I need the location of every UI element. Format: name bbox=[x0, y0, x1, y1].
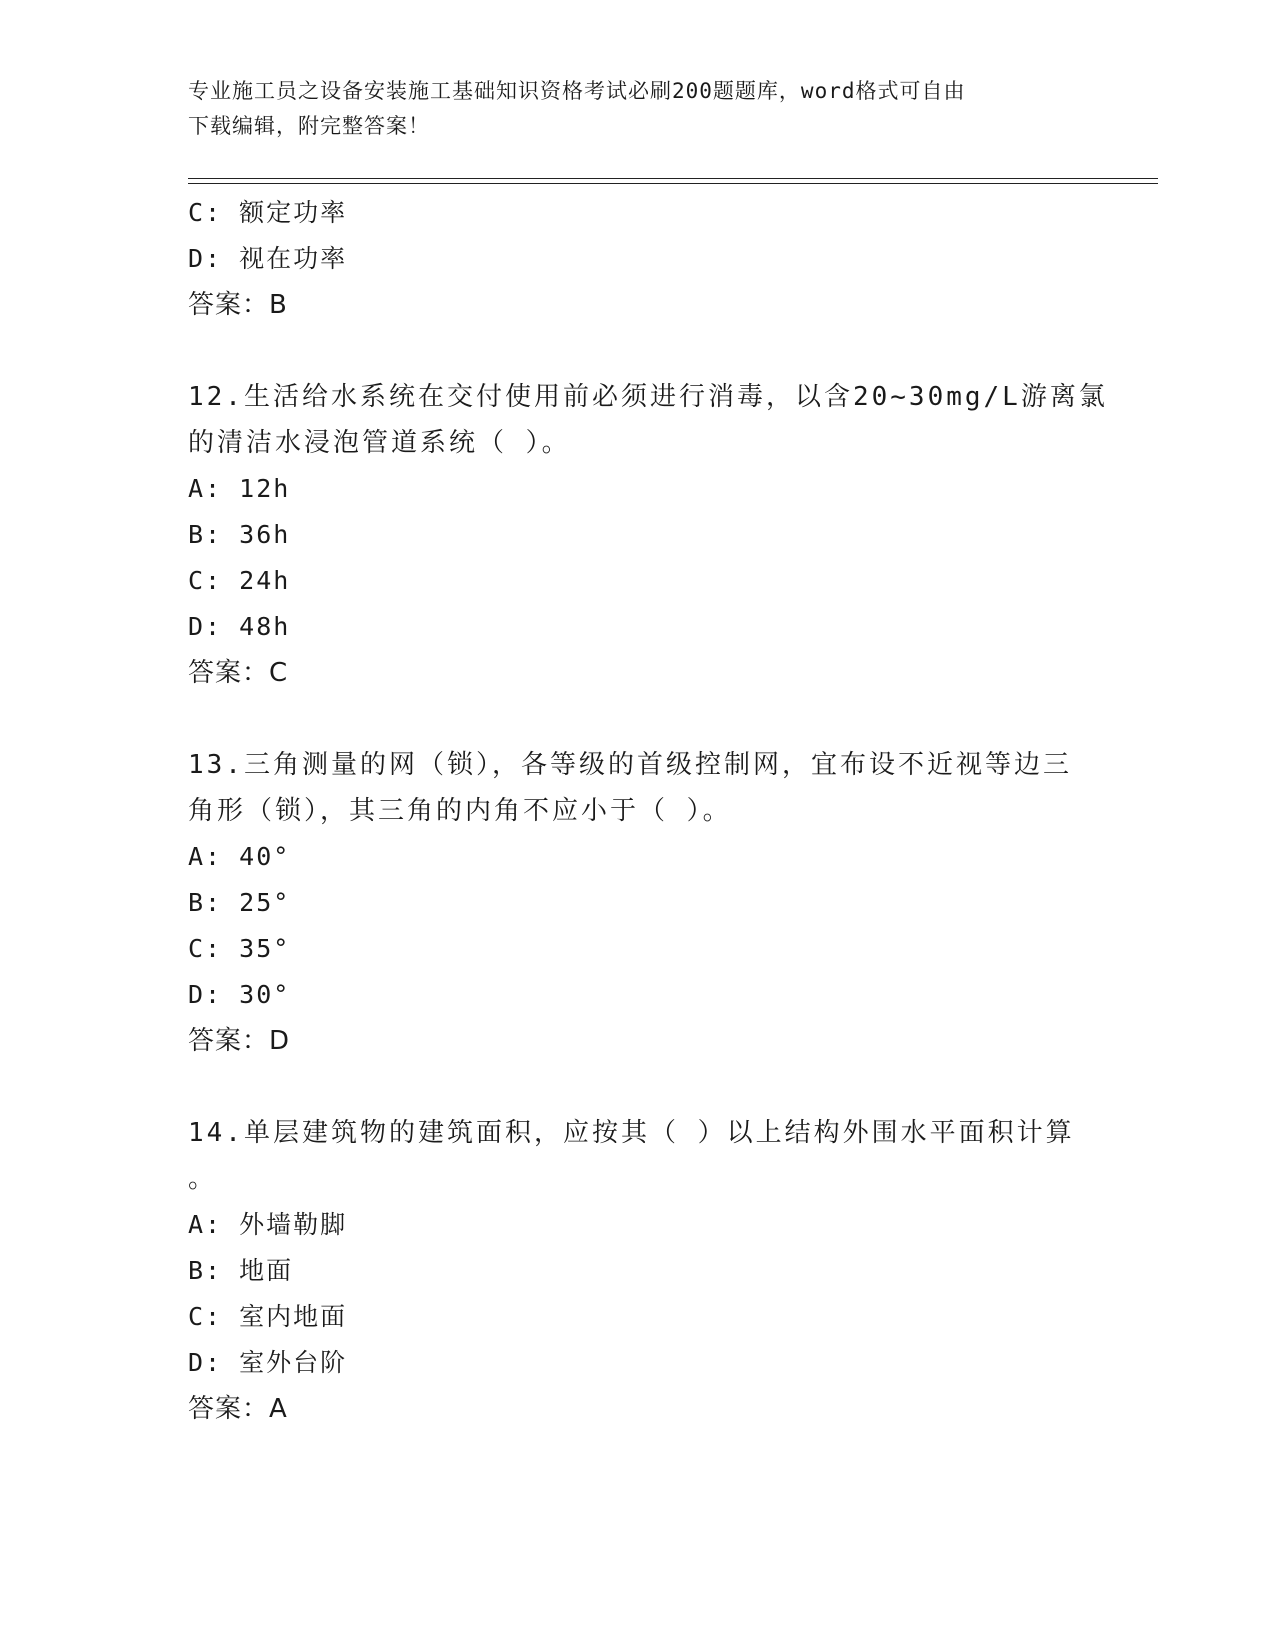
option-c bbox=[188, 190, 1088, 236]
option-d bbox=[188, 236, 1088, 282]
header-divider-bottom bbox=[188, 183, 1158, 184]
option-c bbox=[188, 558, 1088, 604]
answer-line: 答案：D bbox=[188, 1026, 291, 1056]
question-11-continuation bbox=[188, 190, 1088, 328]
question-line: 14.单层建筑物的建筑面积，应按其（ ）以上结构外围水平面积计算 bbox=[188, 1118, 1075, 1148]
option-text: 48h bbox=[239, 612, 291, 641]
question-line: 角形（锁），其三角的内角不应小于（ ）。 bbox=[188, 796, 732, 826]
option-text: 12h bbox=[239, 474, 291, 503]
question-text bbox=[188, 1110, 1078, 1202]
option-key: B: bbox=[188, 520, 223, 549]
option-text: 室外台阶 bbox=[239, 1348, 348, 1377]
option-text: 35° bbox=[239, 934, 291, 963]
option-key: C: bbox=[188, 566, 223, 595]
option-key: A: bbox=[188, 842, 223, 871]
question-line: 。 bbox=[188, 1164, 218, 1194]
option-d bbox=[188, 972, 1088, 1018]
document-body bbox=[188, 190, 1108, 1432]
option-a bbox=[188, 834, 1088, 880]
option-b bbox=[188, 512, 1088, 558]
option-key: C: bbox=[188, 934, 223, 963]
option-text: 25° bbox=[239, 888, 291, 917]
option-key: C: bbox=[188, 1302, 223, 1331]
header-line-1: 专业施工员之设备安装施工基础知识资格考试必刷200题题库，word格式可自由 bbox=[188, 79, 966, 103]
question-line: 12.生活给水系统在交付使用前必须进行消毒，以含20~30mg/L游离氯 bbox=[188, 382, 1108, 412]
option-text: 室内地面 bbox=[239, 1302, 348, 1331]
answer-line: 答案：C bbox=[188, 658, 289, 688]
question-line: 13.三角测量的网（锁），各等级的首级控制网，宜布设不近视等边三 bbox=[188, 750, 1072, 780]
option-key: A: bbox=[188, 474, 223, 503]
question-text bbox=[188, 374, 1108, 466]
spacer bbox=[188, 1064, 1088, 1110]
option-key: B: bbox=[188, 1256, 223, 1285]
option-text: 40° bbox=[239, 842, 291, 871]
header-line-2: 下载编辑，附完整答案！ bbox=[188, 114, 430, 138]
option-text: 30° bbox=[239, 980, 291, 1009]
option-d bbox=[188, 604, 1088, 650]
answer-line: 答案：B bbox=[188, 290, 288, 320]
question-14 bbox=[188, 1110, 1088, 1432]
option-text: 地面 bbox=[239, 1256, 294, 1285]
question-13 bbox=[188, 742, 1088, 1064]
option-key: D: bbox=[188, 244, 223, 273]
option-b bbox=[188, 880, 1088, 926]
spacer bbox=[188, 696, 1088, 742]
option-a bbox=[188, 466, 1088, 512]
option-key: A: bbox=[188, 1210, 223, 1239]
document-header bbox=[188, 74, 1068, 144]
spacer bbox=[188, 328, 1088, 374]
option-b bbox=[188, 1248, 1088, 1294]
option-d bbox=[188, 1340, 1088, 1386]
option-key: D: bbox=[188, 1348, 223, 1377]
option-text: 36h bbox=[239, 520, 291, 549]
option-a bbox=[188, 1202, 1088, 1248]
option-c bbox=[188, 926, 1088, 972]
option-text: 视在功率 bbox=[239, 244, 348, 273]
question-text bbox=[188, 742, 1078, 834]
answer-line: 答案：A bbox=[188, 1394, 288, 1424]
header-divider-top bbox=[188, 178, 1158, 179]
question-12 bbox=[188, 374, 1108, 696]
option-key: D: bbox=[188, 612, 223, 641]
option-text: 额定功率 bbox=[239, 198, 348, 227]
question-line: 的清洁水浸泡管道系统（ ）。 bbox=[188, 428, 571, 458]
option-text: 24h bbox=[239, 566, 291, 595]
option-c bbox=[188, 1294, 1088, 1340]
option-text: 外墙勒脚 bbox=[239, 1210, 348, 1239]
option-key: D: bbox=[188, 980, 223, 1009]
option-key: C: bbox=[188, 198, 223, 227]
option-key: B: bbox=[188, 888, 223, 917]
